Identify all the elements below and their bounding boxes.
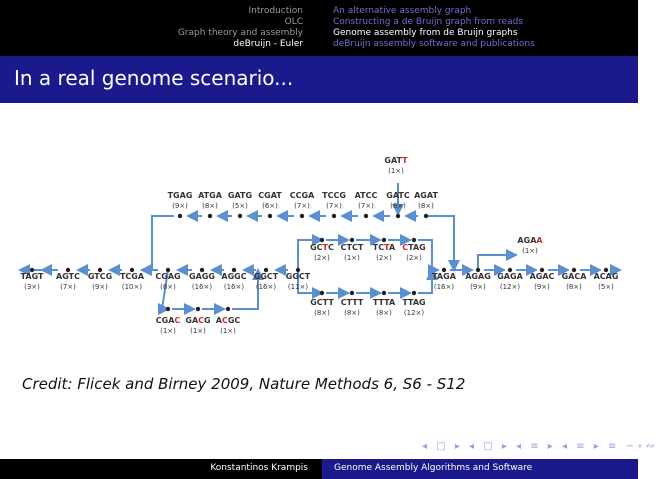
node-mid-3-vertex <box>412 238 416 242</box>
node-top-6-vertex <box>364 214 368 218</box>
node-main-7-label: GGCT <box>253 272 279 281</box>
node-main-3-label: TCGA <box>119 272 145 281</box>
node-branch-2-label: ACGC <box>215 316 241 325</box>
node-branch-0-count: (1×) <box>160 327 176 335</box>
footer-title-box <box>322 459 638 479</box>
node-top-5-vertex <box>332 214 336 218</box>
nav-subsection-genome-assembly[interactable]: Genome assembly from de Bruijn graphs <box>333 28 518 38</box>
node-low-0-label: GCTT <box>310 298 334 307</box>
node-main-7-count: (16×) <box>255 283 277 291</box>
node-low-3-vertex <box>412 291 416 295</box>
nav-section-introduction[interactable]: Introduction <box>248 6 303 16</box>
section-navigation <box>0 0 319 56</box>
node-main-4-label: CGAG <box>155 272 181 281</box>
node-branch-0-vertex <box>166 307 170 311</box>
node-main-5-label: GAGG <box>189 272 215 281</box>
node-top-2-vertex <box>238 214 242 218</box>
node-mid-3-label: CTAG <box>402 243 426 252</box>
node-top-4-vertex <box>300 214 304 218</box>
node-mid-2-vertex <box>382 238 386 242</box>
node-branch-1-label: GACG <box>185 316 211 325</box>
node-right-1-count: (9×) <box>470 283 486 291</box>
node-top-1-count: (8×) <box>202 202 218 210</box>
node-main-1-count: (7×) <box>60 283 76 291</box>
node-top-0-vertex <box>178 214 182 218</box>
node-gatt-count: (1×) <box>388 167 404 175</box>
node-right-0-label: TAGA <box>432 272 456 281</box>
node-branch-1-count: (1×) <box>190 327 206 335</box>
node-main-8-label: GGCT <box>285 272 311 281</box>
node-main-3-count: (10×) <box>121 283 143 291</box>
node-main-2-count: (9×) <box>92 283 108 291</box>
node-low-1-count: (8×) <box>344 309 360 317</box>
node-top-6-count: (7×) <box>358 202 374 210</box>
node-mid-2-label: TCTA <box>372 243 396 252</box>
frame-title-bar <box>0 56 638 103</box>
node-low-0-vertex <box>320 291 324 295</box>
node-right-5-label: ACAG <box>593 272 619 281</box>
node-top-1-vertex <box>208 214 212 218</box>
node-low-1-label: CTTT <box>340 298 364 307</box>
node-right-2-count: (12×) <box>499 283 521 291</box>
node-main-4-count: (8×) <box>160 283 176 291</box>
beamer-navigation-symbols[interactable]: ◂ □ ▸ ◂ □ ▸ ◂ ≡ ▸ ◂ ≡ ▸ ≡ ∽∘∾ <box>422 441 658 452</box>
node-mid-0-label: GCTC <box>310 243 334 252</box>
node-top-4-count: (7×) <box>294 202 310 210</box>
footer-talk-title: Genome Assembly Algorithms and Software <box>334 463 533 473</box>
node-main-1-label: AGTC <box>56 272 80 281</box>
footer-author: Konstantinos Krampis <box>210 463 308 473</box>
node-main-6-label: AGGC <box>221 272 247 281</box>
node-top-7-count: (8×) <box>390 202 406 210</box>
node-right-1-label: AGAG <box>465 272 491 281</box>
top-navigation <box>0 0 638 56</box>
node-top-0-label: TGAG <box>167 191 193 200</box>
nav-section-debruijn-euler[interactable]: deBruijn - Euler <box>233 39 303 49</box>
node-gatt-label: GATT <box>384 156 408 165</box>
node-top-5-count: (7×) <box>326 202 342 210</box>
node-top-8-vertex <box>424 214 428 218</box>
de-bruijn-graph-figure <box>22 145 622 350</box>
node-top-5-label: TCCG <box>322 191 346 200</box>
node-top-7-vertex <box>396 214 400 218</box>
node-top-1-label: ATGA <box>198 191 222 200</box>
edge-to-agaa <box>478 255 516 270</box>
node-main-2-label: GTCG <box>87 272 113 281</box>
nav-subsection-constructing[interactable]: Constructing a de Bruijn graph from reads <box>333 17 523 27</box>
node-mid-3-count: (2×) <box>406 254 422 262</box>
node-top-0-count: (9×) <box>172 202 188 210</box>
node-branch-2-vertex <box>226 307 230 311</box>
node-top-4-label: CCGA <box>289 191 315 200</box>
node-right-3-count: (9×) <box>534 283 550 291</box>
slide-title: In a real genome scenario... <box>14 66 294 90</box>
subsection-navigation <box>319 0 638 56</box>
nav-section-olc[interactable]: OLC <box>284 17 303 27</box>
node-mid-1-count: (1×) <box>344 254 360 262</box>
node-top-2-label: GATG <box>227 191 253 200</box>
node-top-8-label: AGAT <box>414 191 438 200</box>
node-low-3-count: (12×) <box>403 309 425 317</box>
node-top-3-label: CGAT <box>258 191 282 200</box>
edge-top-to-main <box>142 216 174 270</box>
node-main-5-count: (16×) <box>191 283 213 291</box>
node-top-7-label: GATC <box>386 191 410 200</box>
node-low-2-label: TTTA <box>372 298 396 307</box>
node-branch-2-count: (1×) <box>220 327 236 335</box>
node-top-3-vertex <box>268 214 272 218</box>
footer <box>0 459 638 479</box>
node-top-2-count: (5×) <box>232 202 248 210</box>
node-mid-0-vertex <box>320 238 324 242</box>
node-right-4-count: (8×) <box>566 283 582 291</box>
node-main-0-count: (3×) <box>24 283 40 291</box>
node-low-2-count: (8×) <box>376 309 392 317</box>
node-right-5-count: (5×) <box>598 283 614 291</box>
node-mid-1-vertex <box>350 238 354 242</box>
node-main-0-label: TAGT <box>20 272 44 281</box>
node-right-0-count: (16×) <box>433 283 455 291</box>
node-low-1-vertex <box>350 291 354 295</box>
node-mid-0-count: (2×) <box>314 254 330 262</box>
node-right-4-label: GACA <box>561 272 587 281</box>
node-right-3-label: AGAC <box>529 272 555 281</box>
node-top-8-count: (8×) <box>418 202 434 210</box>
node-top-6-label: ATCC <box>354 191 378 200</box>
node-branch-1-vertex <box>196 307 200 311</box>
de-bruijn-graph <box>22 145 622 350</box>
node-agaa-count: (1×) <box>522 247 538 255</box>
node-low-2-vertex <box>382 291 386 295</box>
figure-credit: Credit: Flicek and Birney 2009, Nature Methods 6, S6 - S12 <box>22 375 466 393</box>
node-mid-2-count: (2×) <box>376 254 392 262</box>
nav-subsection-software[interactable]: deBruijn assembly software and publications <box>333 39 535 49</box>
node-mid-1-label: CTCT <box>340 243 364 252</box>
node-low-0-count: (8×) <box>314 309 330 317</box>
node-right-2-label: GAGA <box>497 272 523 281</box>
nav-subsection-alternative-graph[interactable]: An alternative assembly graph <box>333 6 472 16</box>
footer-author-box <box>0 459 322 479</box>
nav-section-graph-theory[interactable]: Graph theory and assembly <box>177 28 303 38</box>
node-main-6-count: (16×) <box>223 283 245 291</box>
node-low-3-label: TTAG <box>402 298 426 307</box>
node-main-8-count: (11×) <box>287 283 309 291</box>
edge-low-to-right <box>418 270 432 293</box>
node-top-3-count: (6×) <box>262 202 278 210</box>
node-agaa-label: AGAA <box>517 236 543 245</box>
node-branch-0-label: CGAC <box>155 316 181 325</box>
